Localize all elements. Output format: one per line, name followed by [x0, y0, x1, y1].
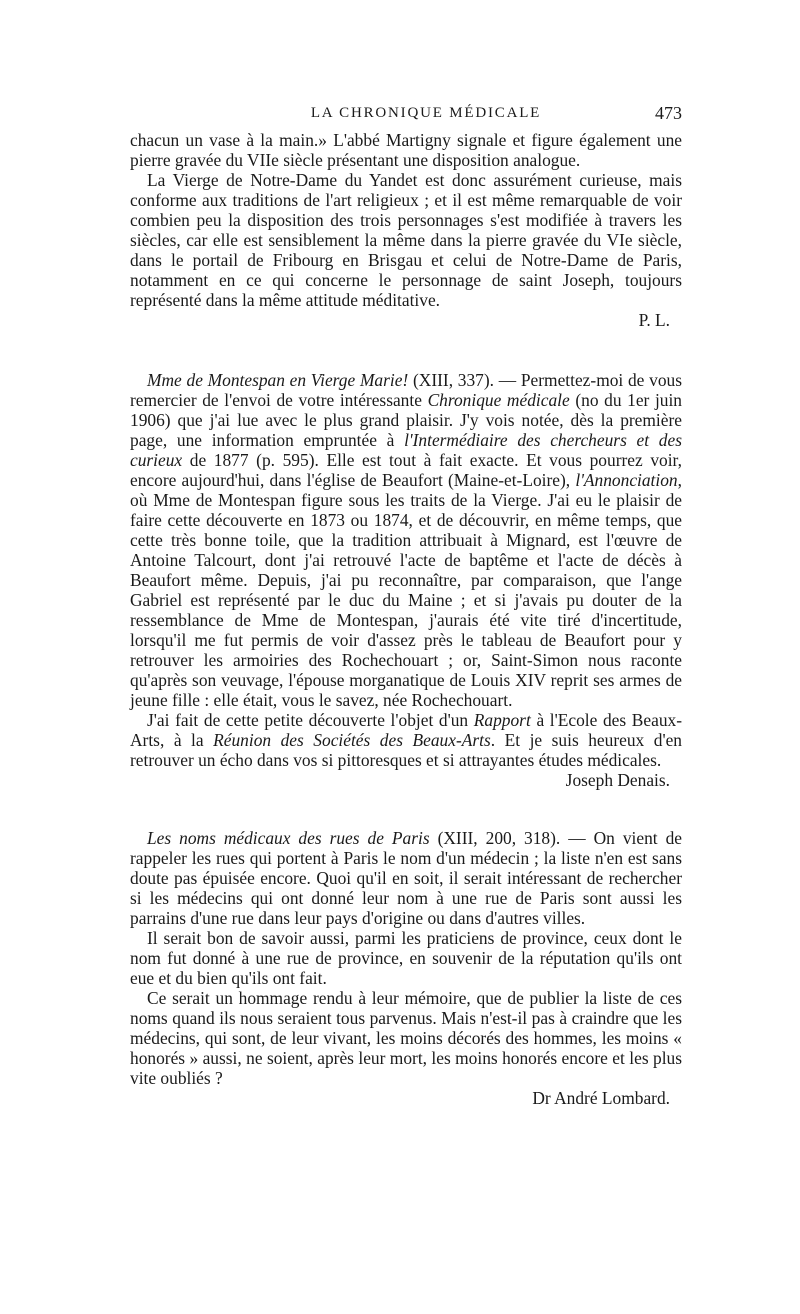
article2-reference: (XIII, 337). —	[412, 370, 517, 390]
article3-title: Les noms médicaux des rues de Paris	[147, 828, 430, 848]
article2-paragraph-2	[130, 710, 682, 770]
page-number: 473	[655, 103, 682, 123]
article3-signature: Dr André Lombard.	[532, 1088, 670, 1108]
article3-paragraph-3: Ce serait un hommage rendu à leur mémoire, que de publier la liste de ces noms quand ils nous seraient tous parvenus. Mais n'est-il pas à craindre que les médecins, qui sont, de leur vivant, les moins décorés des hommes, les moins « honorés » aussi, ne soient, après leur mort, les moins honorés encore et les plus vite oubliés ?	[130, 988, 682, 1088]
article2-title: Mme de Montespan en Vierge Marie!	[147, 370, 409, 390]
article1-paragraph-2: La Vierge de Notre-Dame du Yandet est donc assurément curieuse, mais conforme aux traditions de l'art religieux ; et il est même remarquable de voir combien peu la disposition des trois personnages s'est modifiée à travers les siècles, car elle est sensiblement la même dans la pierre gravée du VIe siècle, dans le portail de Fribourg en Brisgau et celui de Notre-Dame de Paris, notamment en ce qui concerne le personnage de saint Joseph, toujours représenté dans la même attitude méditative.	[130, 170, 682, 310]
page-body	[130, 130, 682, 1108]
article3-text: On vient de rappeler les rues qui portent à Paris le nom d'un médecin ; la liste n'en est sans doute pas épuisée encore. Quoi qu'il en soit, il serait intéressant de rechercher si les médecins qui ont donné leur nom à une rue de Paris sont aussi les parrains d'une rue dans leur pays d'origine ou dans d'autres villes.	[130, 828, 682, 928]
article2-italic: l'Intermédiaire des chercheurs et des curieux	[130, 430, 682, 470]
section-gap	[130, 790, 682, 828]
article2-signature: Joseph Denais.	[565, 770, 670, 790]
section-gap	[130, 330, 682, 370]
article2-italic: Chronique médicale	[427, 390, 570, 410]
article2-text: J'ai fait de cette petite découverte l'objet d'un	[147, 710, 469, 730]
article3-paragraph-1	[130, 828, 682, 928]
article2-text: , où Mme de Montespan figure sous les traits de la Vierge. J'ai eu le plaisir de faire cette découverte en 1873 ou 1874, et de découvrir, en même temps, que cette très bonne toile, que la tradition attribuait à Mignard, est l'œuvre de Antoine Talcourt, dont j'ai retrouvé l'acte de baptême et l'acte de décès à Beaufort même. Depuis, j'ai pu reconnaître, par comparaison, que l'ange Gabriel est représenté par le duc du Maine ; et si j'avais pu douter de la ressemblance de Mme de Montespan, j'aurais été vite tiré d'incertitude, lorsqu'il me fut permis de voir d'assez près le tableau de Beaufort pour y retrouver les armoiries des Rochechouart ; or, Saint-Simon nous raconte qu'après son veuvage, l'épouse morganatique de Louis XIV reprit ses armes de jeune fille : elle était, vous le savez, née Rochechouart.	[130, 470, 682, 710]
page-header	[130, 103, 682, 127]
article2-italic: Réunion des Sociétés des Beaux-Arts	[213, 730, 491, 750]
article1-signature: P. L.	[638, 310, 670, 330]
article2-text: Permettez-moi de vous remercier de l'envoi de votre intéressante	[130, 370, 682, 410]
article2-paragraph-1	[130, 370, 682, 710]
article2-text: . Et je suis heureux d'en retrouver un écho dans vos si pittoresques et si attrayantes études médicales.	[130, 730, 683, 770]
article1-paragraph-1: chacun un vase à la main.» L'abbé Martigny signale et figure également une pierre gravée du VIIe siècle présentant une disposition analogue.	[130, 130, 682, 170]
article3-paragraph-2: Il serait bon de savoir aussi, parmi les praticiens de province, ceux dont le nom fut donné à une rue de province, en souvenir de la réputation qu'ils ont eue et du bien qu'ils ont fait.	[130, 928, 682, 988]
article3-reference: (XIII, 200, 318). —	[437, 828, 586, 848]
running-title: LA CHRONIQUE MÉDICALE	[310, 105, 542, 121]
article2-text: (no du 1er juin 1906) que j'ai lue avec le plus grand plaisir. J'y vois notée, dès la première page, une information empruntée à	[130, 390, 682, 450]
article2-italic: Rapport	[473, 710, 531, 730]
article2-italic: l'Annonciation	[575, 470, 678, 490]
article2-text: à l'Ecole des Beaux-Arts, à la	[130, 710, 682, 750]
article2-text: de 1877 (p. 595). Elle est tout à fait exacte. Et vous pourrez voir, encore aujourd'hui, dans l'église de Beaufort (Maine-et-Loire),	[130, 450, 682, 490]
